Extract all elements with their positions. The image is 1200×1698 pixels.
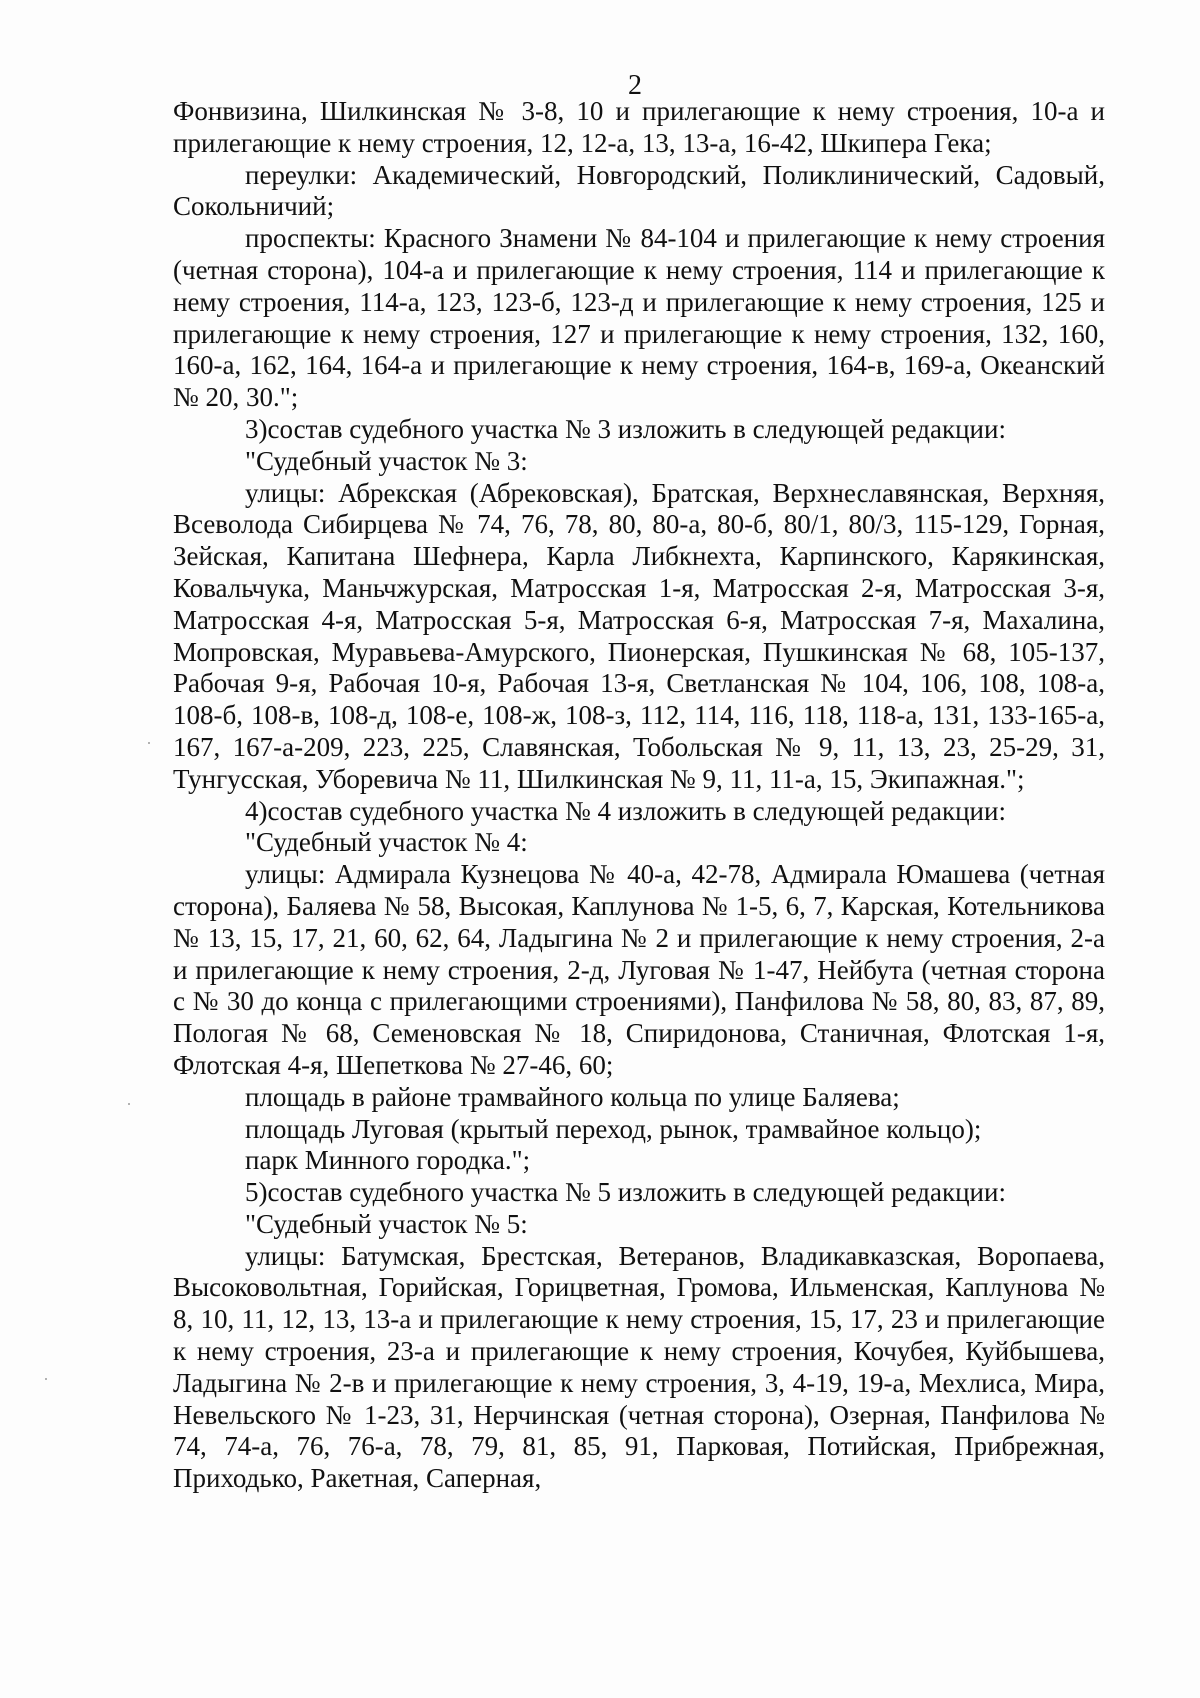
paragraph-lanes: переулки: Академический, Новгородский, Поликлинический, Садовый, Сокольничий; <box>173 159 1105 222</box>
paragraph-section-5-title: "Судебный участок № 5: <box>245 1208 528 1239</box>
scan-speck <box>128 1103 130 1105</box>
paragraph-item-4: 4)состав судебного участка № 4 изложить в следующей редакции: <box>245 795 1006 826</box>
paragraph-section-4-square-2: площадь Луговая (крытый переход, рынок, трамвайное кольцо); <box>245 1113 982 1144</box>
paragraph-section-4-title: "Судебный участок № 4: <box>245 827 528 858</box>
scan-speck <box>148 742 150 744</box>
paragraph-section-4-square-1: площадь в районе трамвайного кольца по улице Баляева; <box>245 1081 900 1112</box>
page-number: 2 <box>628 70 642 101</box>
scan-speck <box>45 1378 47 1380</box>
paragraph-avenues: проспекты: Красного Знамени № 84-104 и прилегающие к нему строения (четная сторона), 104-а и прилегающие к нему строения, 114 и прилегающие к нему строения, 114-а, 123, 123-б, 123-д и прилегающие к нему строения, 125 и прилегающие к нему строения, 127 и прилегающие к нему строения, 132, 160, 160-а, 162, 164, 164-а и прилегающие к нему строения, 164-в, 169-а, Океанский № 20, 30."; <box>173 223 1105 413</box>
paragraph-section-4-park: парк Минного городка."; <box>245 1145 531 1176</box>
paragraph-continuation: Фонвизина, Шилкинская № 3-8, 10 и прилегающие к нему строения, 10-а и прилегающие к нему строения, 12, 12-а, 13, 13-а, 16-42, Шкипера Гека; <box>173 96 1105 158</box>
paragraph-section-5-streets: улицы: Батумская, Брестская, Ветеранов, Владикавказская, Воропаева, Высоковольтная, Горийская, Горицветная, Громова, Ильменская, Каплунова № 8, 10, 11, 12, 13, 13-а и прилегающие к нему строения, 15, 17, 23 и прилегающие к нему строения, 23-а и прилегающие к нему строения, Кочубея, Куйбышева, Ладыгина № 2-в и прилегающие к нему строения, 3, 4-19, 19-а, Мехлиса, Мира, Невельского № 1-23, 31, Нерчинская (четная сторона), Озерная, Панфилова № 74, 74-а, 76, 76-а, 78, 79, 81, 85, 91, Парковая, Потийская, Прибрежная, Приходько, Ракетная, Саперная, <box>173 1240 1105 1494</box>
paragraph-item-5: 5)состав судебного участка № 5 изложить в следующей редакции: <box>245 1177 1006 1208</box>
paragraph-section-3-title: "Судебный участок № 3: <box>245 445 528 476</box>
document-body <box>173 96 1105 1495</box>
paragraph-section-3-streets: улицы: Абрекская (Абрековская), Братская, Верхнеславянская, Верхняя, Всеволода Сибирцева № 74, 76, 78, 80, 80-а, 80-б, 80/1, 80/3, 115-129, Горная, Зейская, Капитана Шефнера, Карла Либкнехта, Карпинского, Карякинская, Ковальчука, Маньчжурская, Матросская 1-я, Матросская 2-я, Матросская 3-я, Матросская 4-я, Матросская 5-я, Матросская 6-я, Матросская 7-я, Махалина, Мопровская, Муравьева-Амурского, Пионерская, Пушкинская № 68, 105-137, Рабочая 9-я, Рабочая 10-я, Рабочая 13-я, Светланская № 104, 106, 108, 108-а, 108-б, 108-в, 108-д, 108-е, 108-ж, 108-з, 112, 114, 116, 118, 118-а, 131, 133-165-а, 167, 167-а-209, 223, 225, Славянская, Тобольская № 9, 11, 13, 23, 25-29, 31, Тунгусская, Уборевича № 11, Шилкинская № 9, 11, 11-а, 15, Экипажная."; <box>173 477 1105 794</box>
paragraph-item-3: 3)состав судебного участка № 3 изложить в следующей редакции: <box>245 413 1006 444</box>
paragraph-section-4-streets: улицы: Адмирала Кузнецова № 40-а, 42-78, Адмирала Юмашева (четная сторона), Баляева № 58, Высокая, Каплунова № 1-5, 6, 7, Карская, Котельникова № 13, 15, 17, 21, 60, 62, 64, Ладыгина № 2 и прилегающие к нему строения, 2-а и прилегающие к нему строения, 2-д, Луговая № 1-47, Нейбута (четная сторона с № 30 до конца с прилегающими строениями), Панфилова № 58, 80, 83, 87, 89, Пологая № 68, Семеновская № 18, Спиридонова, Станичная, Флотская 1-я, Флотская 4-я, Шепеткова № 27-46, 60; <box>173 859 1105 1080</box>
